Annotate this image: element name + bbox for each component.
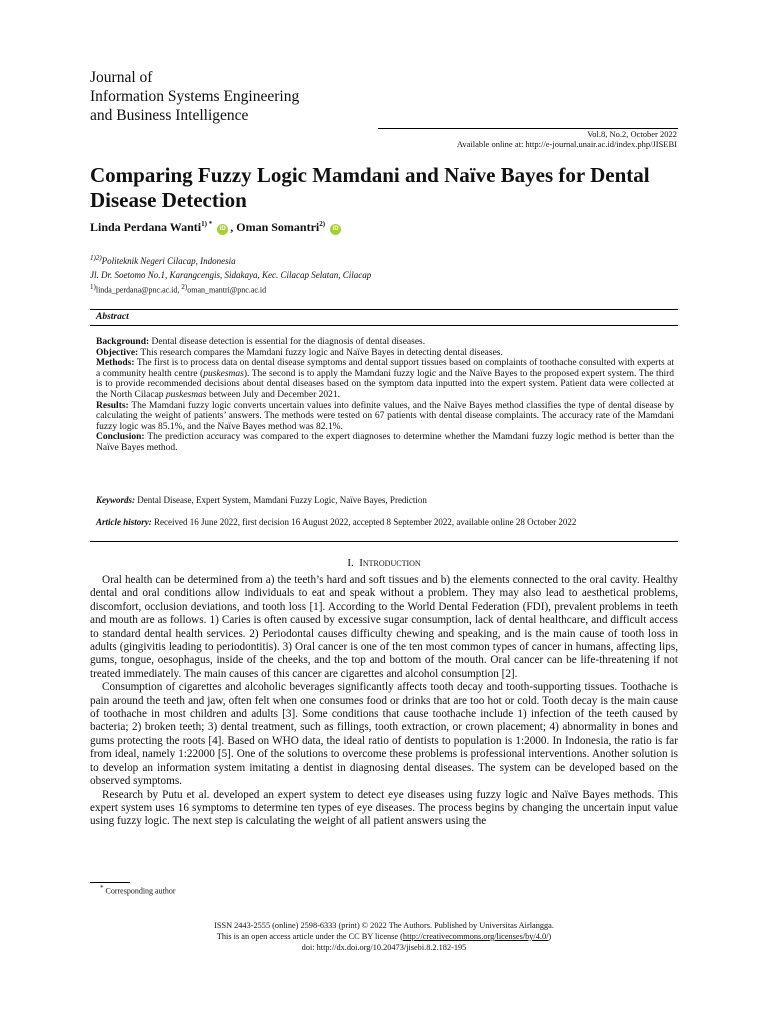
section-heading (90, 557, 678, 569)
history-label: Article history: (96, 517, 152, 527)
abstract-label: Objective: (96, 347, 139, 358)
footnote (100, 884, 176, 896)
paper-title: Comparing Fuzzy Logic Mamdani and Naïve Bayes for Dental Disease Detection (90, 163, 650, 212)
volume-info: Vol.8, No.2, October 2022 (587, 129, 677, 139)
journal-name (90, 68, 299, 125)
footnote-rule (90, 882, 130, 883)
abstract-heading-rule (90, 325, 678, 326)
abstract-body (96, 337, 674, 454)
abstract-text: The prediction accuracy was compared to the expert diagnoses to determine whether the Mamdani fuzzy logic method is better than the Naïve Bayes method. (96, 432, 674, 453)
abstract-text: between July and December 2021. (206, 389, 341, 400)
paragraph: Research by Putu et al. developed an expert system to detect eye diseases using fuzzy logic and Naïve Bayes methods. This expert system uses 16 symptoms to determine ten types of eye diseases. The process begins by changing the uncertain input value using fuzzy logic. The next step is calculating the weight of all patient answers using the (90, 788, 678, 828)
author-emails (90, 283, 266, 295)
author-separator: , (230, 220, 237, 234)
body-text (90, 574, 678, 829)
abstract-label: Methods: (96, 358, 135, 369)
email-link[interactable]: oman_mantri@pnc.ac.id (187, 285, 267, 295)
orcid-icon[interactable]: iD (217, 224, 228, 235)
affiliation (90, 251, 371, 282)
journal-name-line: and Business Intelligence (90, 107, 249, 124)
author-affiliation-mark: 1) * (201, 220, 213, 228)
abstract-top-rule (90, 309, 678, 310)
author-name: Linda Perdana Wanti (90, 220, 202, 234)
abstract-italic: puskesmas (165, 389, 207, 400)
footer-doi[interactable]: doi: http://dx.doi.org/10.20473/jisebi.8.2.182-195 (301, 943, 467, 952)
page-footer (90, 920, 678, 953)
address: Jl. Dr. Soetomo No.1, Karangcengis, Sidakaya, Kec. Cilacap Selatan, Cilacap (90, 270, 372, 280)
license-link[interactable]: http://creativecommons.org/licenses/by/4.0/ (402, 932, 549, 941)
abstract-italic: puskesmas (203, 368, 244, 379)
abstract-heading: Abstract (96, 312, 129, 322)
abstract-label: Background: (96, 337, 150, 347)
email-mark: 1) (90, 283, 96, 291)
email-link[interactable]: linda_perdana@pnc.ac.id, (95, 285, 180, 295)
footer-issn: ISSN 2443-2555 (online) 2598-6333 (print) © 2022 The Authors. Published by Universitas Airlangga. (214, 921, 554, 930)
paragraph: Consumption of cigarettes and alcoholic beverages significantly affects tooth decay and tooth-supporting tissues. Toothache is pain around the teeth and jaw, often felt when one consumes food or drinks that are too hot or cold. Tooth decay is the main cause of toothache in most children and adults [3]. Some conditions that cause toothache include 1) infection of the teeth caused by bacteria; 2) broken teeth; 3) dental treatment, such as fillings, tooth extraction, or crown placement; 4) abnormality in bones and gums protecting the roots [4]. Based on WHO data, the ideal ratio of dentists to population is 1:2000. In Indonesia, the ratio is far from ideal, namely 1:22000 [5]. One of the solutions to overcome these problems is professional interventions. Another solution is to develop an information system imitating a dentist in diagnosing dental diseases. The system can be developed based on the observed symptoms. (90, 681, 678, 788)
availability-info: Available online at: http://e-journal.unair.ac.id/index.php/JISEBI (456, 139, 677, 149)
footnote-text: Corresponding author (105, 886, 176, 896)
keywords-text: Dental Disease, Expert System, Mamdani Fuzzy Logic, Naïve Bayes, Prediction (137, 495, 427, 505)
abstract-label: Conclusion: (96, 432, 145, 443)
keywords-label: Keywords: (96, 495, 135, 505)
article-history (96, 517, 674, 527)
footnote-mark: * (100, 884, 104, 892)
abstract-text: The first is to process data on dental disease symptoms and dental support tissues based on complaints of toothache consulted with experts at a community health centre ( (96, 358, 674, 379)
journal-name-line: Journal of (90, 69, 153, 86)
abstract-bottom-rule (90, 541, 678, 542)
abstract-text: Dental disease detection is essential for the diagnosis of dental diseases. (151, 337, 426, 347)
footer-license-text: ) (548, 932, 552, 941)
section-number: I. (347, 557, 354, 569)
abstract-text: The Mamdani fuzzy logic converts uncertain values into definite values, and the Naïve Bayes method classifies the type of dental disease by calculating the weight of patients’ answers. The methods were tested on 67 patients with dental disease complaints. The accuracy rate of the Mamdani fuzzy logic was 85.1%, and the Naïve Bayes method was 82.1%. (96, 400, 674, 432)
section-title: Introduction (359, 557, 421, 569)
journal-name-line: Information Systems Engineering (90, 88, 300, 105)
abstract-text: ). The second is to apply the Mamdani fuzzy logic and the Naïve Bayes to the proposed expert system. The third is to provide recommended decisions about dental diseases based on the symptom data inputted into the expert system. Patient data were collected at the North Cilacap (96, 368, 674, 400)
email-mark: 2) (181, 283, 188, 291)
keywords (96, 495, 674, 505)
abstract-label: Results: (96, 400, 129, 411)
paragraph: Oral health can be determined from a) the teeth’s hard and soft tissues and b) the elements connected to the oral cavity. Healthy dental and oral conditions allow individuals to eat and speak without a problem. They may also lead to aesthetical problems, discomfort, occlusion deviations, and tooth loss [1]. According to the World Dental Federation (FDI), prevalent problems in teeth and mouth are as follows. 1) Caries is often caused by excessive sugar consumption, lack of dental healthcare, and difficult access to standard dental health services. 2) Periodontal causes difficulty chewing and speaking, and is the main cause of tooth loss in adults (gingivitis leading to periodontitis). 3) Oral cancer is one of the ten most common types of cancer in humans, affecting lips, gums, tongue, oesophagus, inside of the cheeks, and the top and bottom of the mouth. Oral cancer can be life-threatening if not treated immediately. The main causes of this cancer are cigarettes and alcohol consumption [2]. (90, 574, 678, 680)
orcid-icon[interactable]: iD (330, 224, 341, 235)
history-text: Received 16 June 2022, first decision 16 August 2022, accepted 8 September 2022, available online 28 October 2022 (154, 517, 577, 527)
author-list (90, 220, 343, 235)
author-affiliation-mark: 2) (319, 220, 326, 228)
author-name: Oman Somantri (236, 220, 320, 234)
institution: Politeknik Negeri Cilacap, Indonesia (101, 256, 236, 266)
footer-license-text: This is an open access article under the CC BY license ( (216, 932, 403, 941)
abstract-text: This research compares the Mamdani fuzzy logic and Naïve Bayes in detecting dental diseases. (140, 347, 503, 358)
affiliation-mark: 1)2) (90, 254, 102, 262)
